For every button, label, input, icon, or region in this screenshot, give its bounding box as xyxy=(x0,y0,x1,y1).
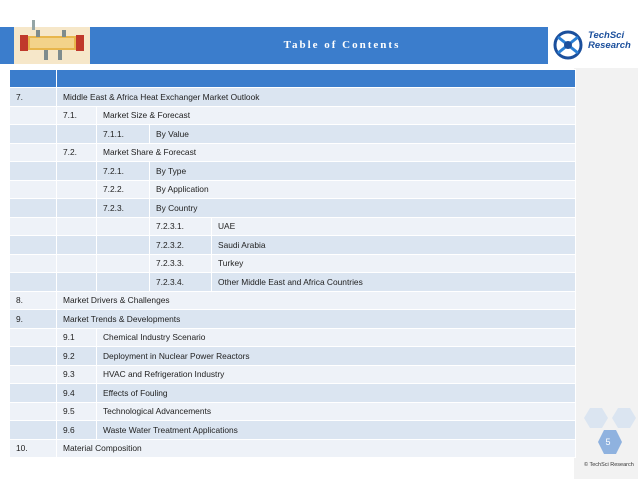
toc-cell: 9.3 xyxy=(57,365,97,384)
toc-cell: 9.1 xyxy=(57,328,97,347)
toc-cell: 7.1. xyxy=(57,106,97,125)
toc-cell: 7.1.1. xyxy=(97,125,150,144)
toc-cell: 7.2. xyxy=(57,143,97,162)
header-cell xyxy=(57,70,576,88)
toc-cell xyxy=(57,273,97,292)
toc-cell xyxy=(10,162,57,181)
toc-cell: Market Trends & Developments xyxy=(57,310,576,329)
toc-cell: 7.2.2. xyxy=(97,180,150,199)
toc-cell: 8. xyxy=(10,291,57,310)
toc-cell: Middle East & Africa Heat Exchanger Market Outlook xyxy=(57,88,576,107)
toc-row xyxy=(10,125,576,144)
toc-row xyxy=(10,310,576,329)
toc-row xyxy=(10,254,576,273)
toc-cell xyxy=(10,125,57,144)
toc-row xyxy=(10,143,576,162)
toc-row xyxy=(10,88,576,107)
toc-row xyxy=(10,328,576,347)
toc-cell: 7.2.3.2. xyxy=(150,236,212,255)
toc-table xyxy=(9,69,576,458)
toc-cell: Effects of Fouling xyxy=(97,384,576,403)
heat-exchanger-illustration xyxy=(14,14,90,64)
logo-line-1: TechSci xyxy=(588,30,625,41)
page-number: 5 xyxy=(605,437,611,447)
page-title: Table of Contents xyxy=(283,39,401,51)
toc-cell: Deployment in Nuclear Power Reactors xyxy=(97,347,576,366)
toc-cell xyxy=(10,106,57,125)
toc-cell: 9.4 xyxy=(57,384,97,403)
toc-cell: 7. xyxy=(10,88,57,107)
toc-cell xyxy=(57,180,97,199)
toc-cell: 10. xyxy=(10,439,57,458)
toc-cell xyxy=(57,162,97,181)
toc-row xyxy=(10,162,576,181)
toc-cell: Saudi Arabia xyxy=(212,236,576,255)
toc-cell xyxy=(97,273,150,292)
toc-cell xyxy=(97,236,150,255)
toc-cell: Waste Water Treatment Applications xyxy=(97,421,576,440)
toc-cell xyxy=(10,402,57,421)
logo-line-2: Research xyxy=(588,40,631,51)
toc-cell: By Country xyxy=(150,199,576,218)
toc-cell xyxy=(10,199,57,218)
logo-wordmark xyxy=(588,31,631,51)
toc-cell xyxy=(10,273,57,292)
toc-cell: 9.5 xyxy=(57,402,97,421)
toc-cell xyxy=(57,125,97,144)
toc-cell: 9.6 xyxy=(57,421,97,440)
toc-cell: Other Middle East and Africa Countries xyxy=(212,273,576,292)
toc-cell xyxy=(57,199,97,218)
toc-cell xyxy=(10,236,57,255)
toc-cell: 9.2 xyxy=(57,347,97,366)
toc-cell: Technological Advancements xyxy=(97,402,576,421)
toc-cell: Material Composition xyxy=(57,439,576,458)
toc-cell xyxy=(10,328,57,347)
toc-cell: 7.2.3.4. xyxy=(150,273,212,292)
toc-cell: Turkey xyxy=(212,254,576,273)
toc-cell: 7.2.3.3. xyxy=(150,254,212,273)
toc-cell: 7.2.1. xyxy=(97,162,150,181)
slide-header xyxy=(0,0,638,68)
toc-cell: By Application xyxy=(150,180,576,199)
toc-cell xyxy=(10,347,57,366)
toc-row xyxy=(10,236,576,255)
toc-row xyxy=(10,439,576,458)
toc-row xyxy=(10,365,576,384)
toc-cell: Market Drivers & Challenges xyxy=(57,291,576,310)
toc-cell xyxy=(10,180,57,199)
toc-row xyxy=(10,402,576,421)
toc-cell: By Value xyxy=(150,125,576,144)
toc-row xyxy=(10,199,576,218)
toc-cell xyxy=(10,217,57,236)
toc-row xyxy=(10,291,576,310)
toc-cell: 9. xyxy=(10,310,57,329)
toc-cell xyxy=(10,254,57,273)
toc-cell xyxy=(57,217,97,236)
copyright-text: © TechSci Research xyxy=(584,462,634,468)
toc-cell: 7.2.3. xyxy=(97,199,150,218)
toc-cell xyxy=(97,217,150,236)
toc-row xyxy=(10,347,576,366)
toc-cell xyxy=(10,421,57,440)
toc-cell: HVAC and Refrigeration Industry xyxy=(97,365,576,384)
toc-cell: Chemical Industry Scenario xyxy=(97,328,576,347)
toc-cell: UAE xyxy=(212,217,576,236)
toc-cell: Market Share & Forecast xyxy=(97,143,576,162)
toc-row xyxy=(10,180,576,199)
toc-cell: Market Size & Forecast xyxy=(97,106,576,125)
toc-cell xyxy=(10,143,57,162)
toc-cell: By Type xyxy=(150,162,576,181)
toc-row xyxy=(10,384,576,403)
toc-row xyxy=(10,106,576,125)
toc-row xyxy=(10,217,576,236)
toc-cell xyxy=(57,254,97,273)
toc-cell xyxy=(10,365,57,384)
toc-cell xyxy=(57,236,97,255)
toc-row xyxy=(10,273,576,292)
toc-cell xyxy=(97,254,150,273)
toc-header-row xyxy=(10,70,576,88)
toc-cell xyxy=(10,384,57,403)
header-cell xyxy=(10,70,57,88)
toc-cell: 7.2.3.1. xyxy=(150,217,212,236)
toc-row xyxy=(10,421,576,440)
